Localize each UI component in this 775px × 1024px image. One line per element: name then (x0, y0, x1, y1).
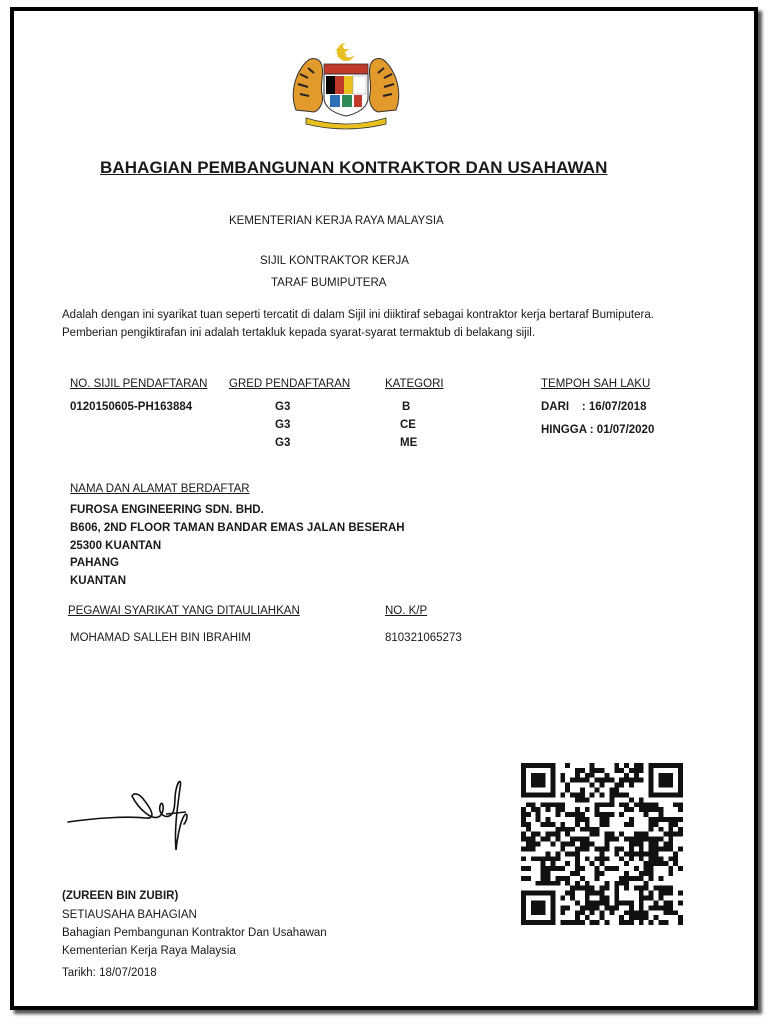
qr-code-icon (520, 763, 684, 925)
grade-value: G3 (275, 437, 291, 449)
signatory-name: (ZUREEN BIN ZUBIR) (62, 890, 179, 902)
officer-name: MOHAMAD SALLEH BIN IBRAHIM (70, 632, 251, 644)
page-title: BAHAGIAN PEMBANGUNAN KONTRAKTOR DAN USAHAWAN (100, 158, 608, 177)
header-officer: PEGAWAI SYARIKAT YANG DITAULIAHKAN (68, 605, 300, 617)
header-category: KATEGORI (385, 378, 444, 390)
certificate-status: TARAF BUMIPUTERA (271, 277, 387, 289)
certificate-type: SIJIL KONTRAKTOR KERJA (260, 255, 409, 267)
header-reg-no: NO. SIJIL PENDAFTARAN (70, 378, 208, 390)
signature-icon (56, 770, 206, 860)
statement-paragraph: Adalah dengan ini syarikat tuan seperti tercatit di dalam Sijil ini diiktiraf sebagai kontraktor kerja bertaraf Bumiputera. Pemberian pengiktirafan ini adalah tertakluk kepada syarat-syarat termaktub di belakang sijil. (62, 309, 654, 339)
company-line: PAHANG (70, 557, 119, 569)
category-value: B (402, 401, 411, 413)
category-value: CE (400, 419, 416, 431)
company-line: B606, 2ND FLOOR TAMAN BANDAR EMAS JALAN BESERAH (70, 522, 405, 534)
header-grade: GRED PENDAFTARAN (229, 378, 351, 390)
header-validity: TEMPOH SAH LAKU (541, 378, 651, 390)
signatory-department: Bahagian Pembangunan Kontraktor Dan Usahawan (62, 927, 327, 939)
signatory-date: Tarikh: 18/07/2018 (62, 967, 157, 979)
valid-to: HINGGA : 01/07/2020 (541, 424, 655, 436)
header-ic: NO. K/P (385, 605, 428, 617)
company-line: 25300 KUANTAN (70, 540, 162, 552)
grade-value: G3 (275, 401, 291, 413)
ministry-name: KEMENTERIAN KERJA RAYA MALAYSIA (229, 215, 444, 227)
signatory-ministry: Kementerian Kerja Raya Malaysia (62, 945, 236, 957)
category-value: ME (400, 437, 418, 449)
valid-from: DARI : 16/07/2018 (541, 401, 647, 413)
reg-no-value: 0120150605-PH163884 (70, 401, 193, 413)
officer-ic: 810321065273 (385, 632, 462, 644)
header-company: NAMA DAN ALAMAT BERDAFTAR (70, 483, 250, 495)
company-line: FUROSA ENGINEERING SDN. BHD. (70, 504, 264, 516)
signatory-position: SETIAUSAHA BAHAGIAN (62, 909, 197, 921)
company-line: KUANTAN (70, 575, 127, 587)
grade-value: G3 (275, 419, 291, 431)
coat-of-arms-icon (286, 40, 406, 130)
